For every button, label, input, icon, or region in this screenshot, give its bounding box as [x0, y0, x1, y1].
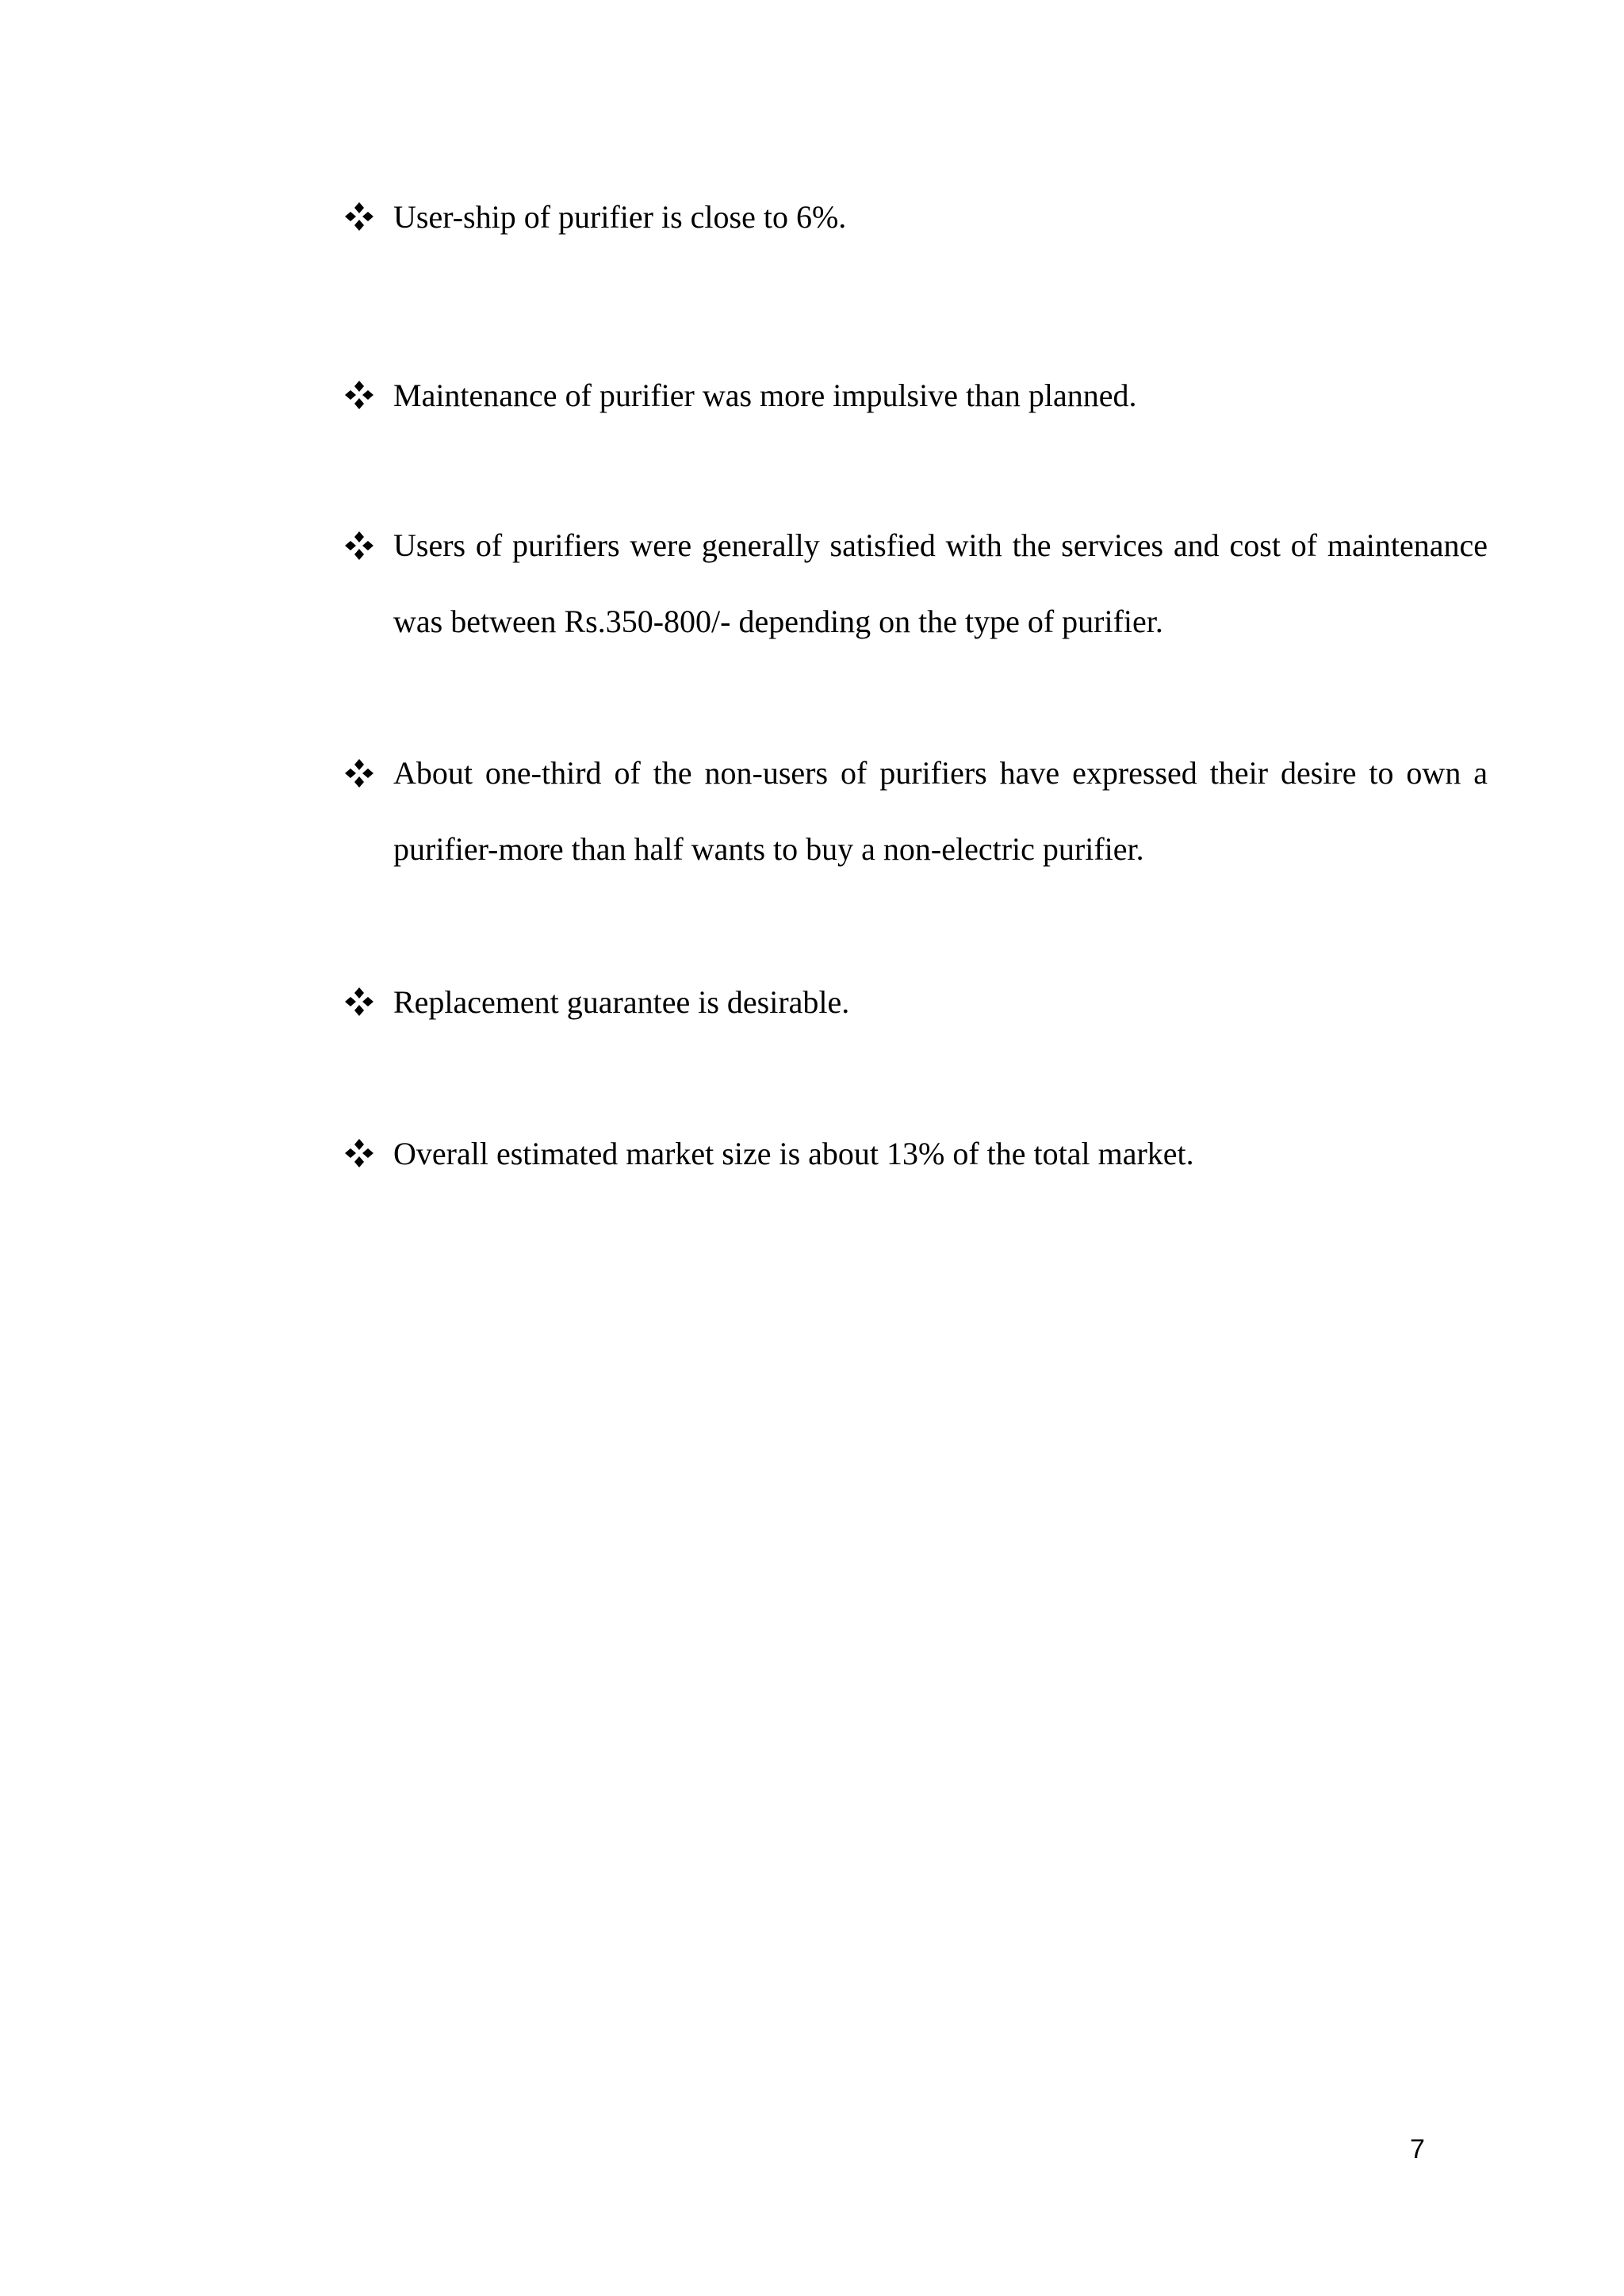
bullet-text: Maintenance of purifier was more impulsive than planned.	[393, 378, 1137, 413]
bullet-text: About one-third of the non-users of purifiers have expressed their desire to own a purifier-more than half wants to buy a non-electric purifier.	[393, 755, 1488, 867]
bullet-text: Overall estimated market size is about 13% of the total market.	[393, 1136, 1194, 1171]
diamond-four-icon	[343, 757, 375, 789]
diamond-four-icon	[343, 530, 375, 562]
bullet-text: Replacement guarantee is desirable.	[393, 984, 850, 1020]
diamond-four-icon	[343, 1137, 375, 1169]
bullet-text: Users of purifiers were generally satisfied with the services and cost of maintenance was between Rs.350-800/- depending on the type of purifier.	[393, 527, 1488, 639]
bullet-text: User-ship of purifier is close to 6%.	[393, 199, 847, 235]
diamond-four-icon	[343, 379, 375, 411]
diamond-four-icon	[343, 986, 375, 1018]
diamond-four-icon	[343, 201, 375, 232]
page-number: 7	[1410, 2134, 1425, 2164]
